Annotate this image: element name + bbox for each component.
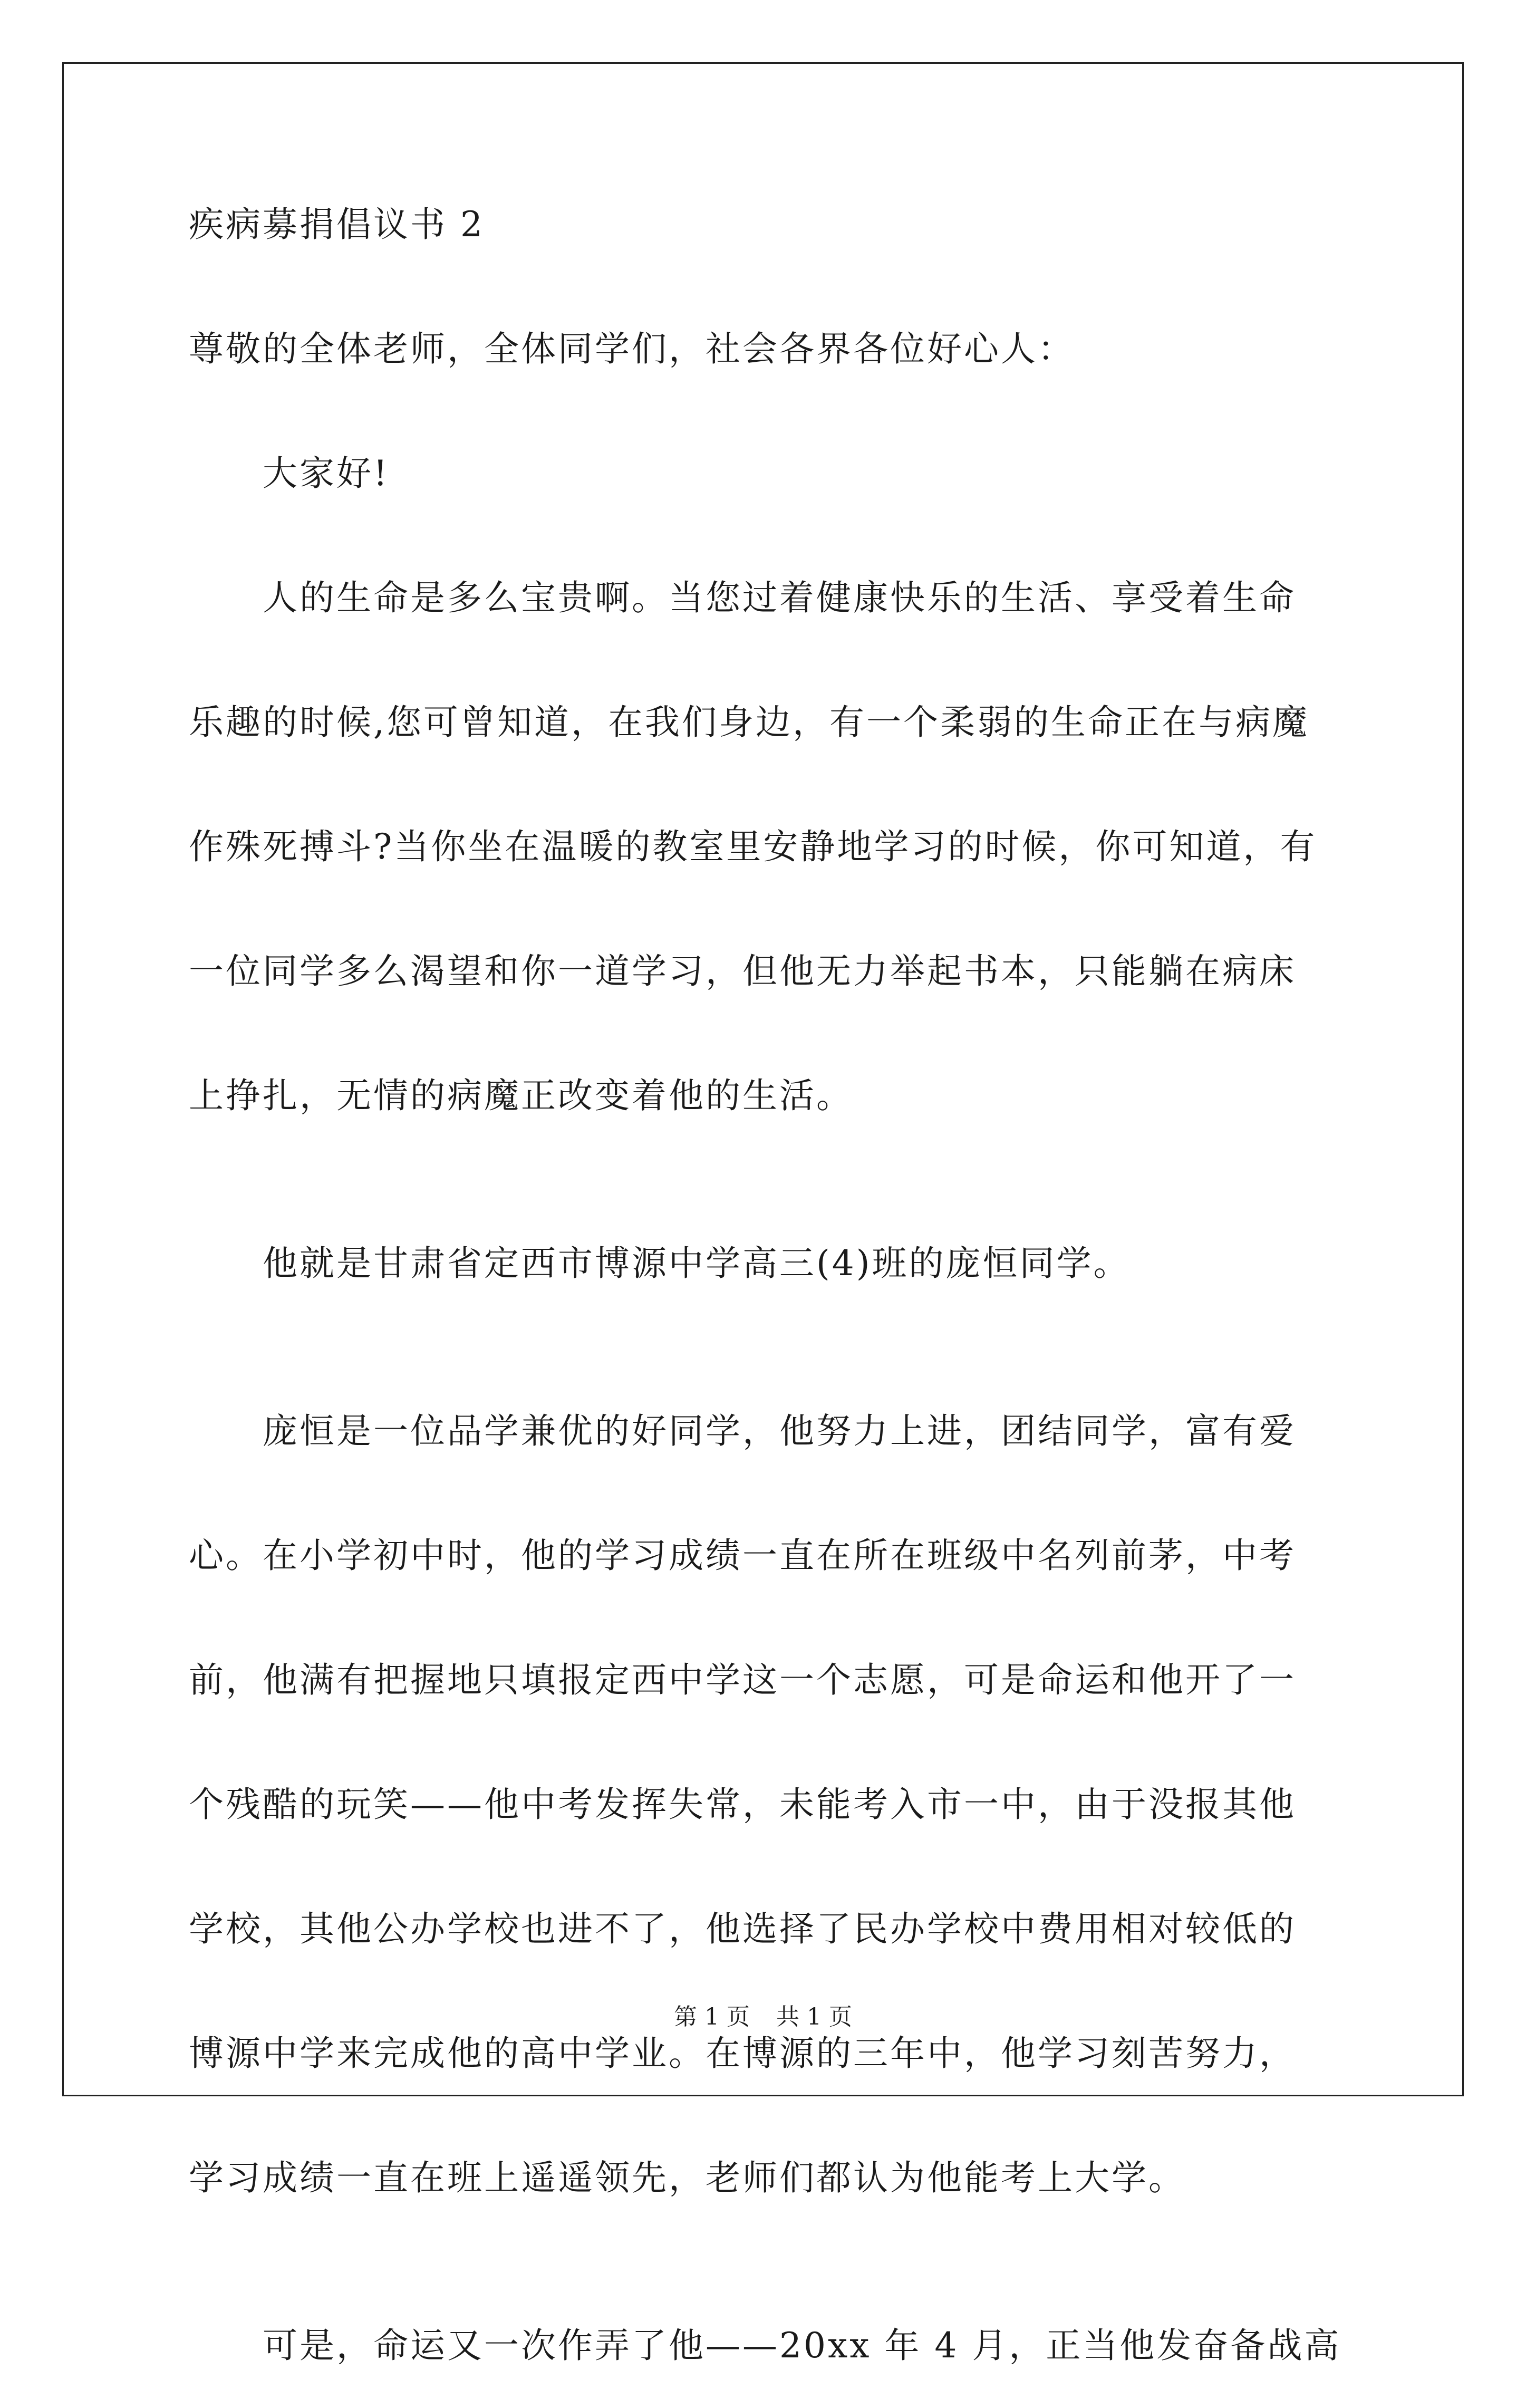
paragraph bbox=[189, 2325, 1341, 2366]
paragraph-line: 一位同学多么渴望和你一道学习，但他无力举起书本，只能躺在病床 bbox=[189, 951, 1296, 991]
paragraph-line: 心。在小学初中时，他的学习成绩一直在所在班级中名列前茅，中考 bbox=[189, 1535, 1296, 1576]
document-title: 疾病募捐倡议书 2 bbox=[189, 204, 485, 245]
page-number: 第 1 页 bbox=[674, 2004, 750, 2030]
page-total: 共 1 页 bbox=[776, 2004, 852, 2030]
paragraph-line: 人的生命是多么宝贵啊。当您过着健康快乐的生活、享受着生命 bbox=[263, 577, 1296, 618]
paragraph-line: 个残酷的玩笑——他中考发挥失常，未能考入市一中，由于没报其他 bbox=[189, 1784, 1296, 1825]
paragraph-line: 学校，其他公办学校也进不了，他选择了民办学校中费用相对较低的 bbox=[189, 1909, 1296, 1949]
paragraph-line: 乐趣的时候,您可曾知道，在我们身边，有一个柔弱的生命正在与病魔 bbox=[189, 702, 1309, 743]
paragraph-line: 上挣扎，无情的病魔正改变着他的生活。 bbox=[189, 1075, 853, 1116]
paragraph bbox=[189, 1412, 1338, 2197]
paragraph-line: 庞恒是一位品学兼优的好同学，他努力上进，团结同学，富有爱 bbox=[263, 1411, 1296, 1451]
paragraph bbox=[189, 1245, 1338, 1283]
page-footer bbox=[0, 2004, 1526, 2030]
paragraph-line: 可是，命运又一次作弄了他——20xx 年 4 月，正当他发奋备战高 bbox=[263, 2325, 1341, 2366]
paragraph-line: 博源中学来完成他的高中学业。在博源的三年中，他学习刻苦努力， bbox=[189, 2033, 1296, 2074]
paragraph bbox=[189, 579, 1338, 1115]
salutation: 尊敬的全体老师，全体同学们，社会各界各位好心人： bbox=[189, 329, 1075, 369]
document-body bbox=[189, 204, 1341, 2408]
greeting: 大家好! bbox=[263, 453, 390, 494]
paragraph-line: 他就是甘肃省定西市博源中学高三(4)班的庞恒同学。 bbox=[263, 1243, 1131, 1284]
paragraph-line: 前，他满有把握地只填报定西中学这一个志愿，可是命运和他开了一 bbox=[189, 1660, 1296, 1700]
paragraph-line: 作殊死搏斗?当你坐在温暖的教室里安静地学习的时候，你可知道，有 bbox=[189, 826, 1317, 867]
paragraph-line: 学习成绩一直在班上遥遥领先，老师们都认为他能考上大学。 bbox=[189, 2157, 1185, 2198]
